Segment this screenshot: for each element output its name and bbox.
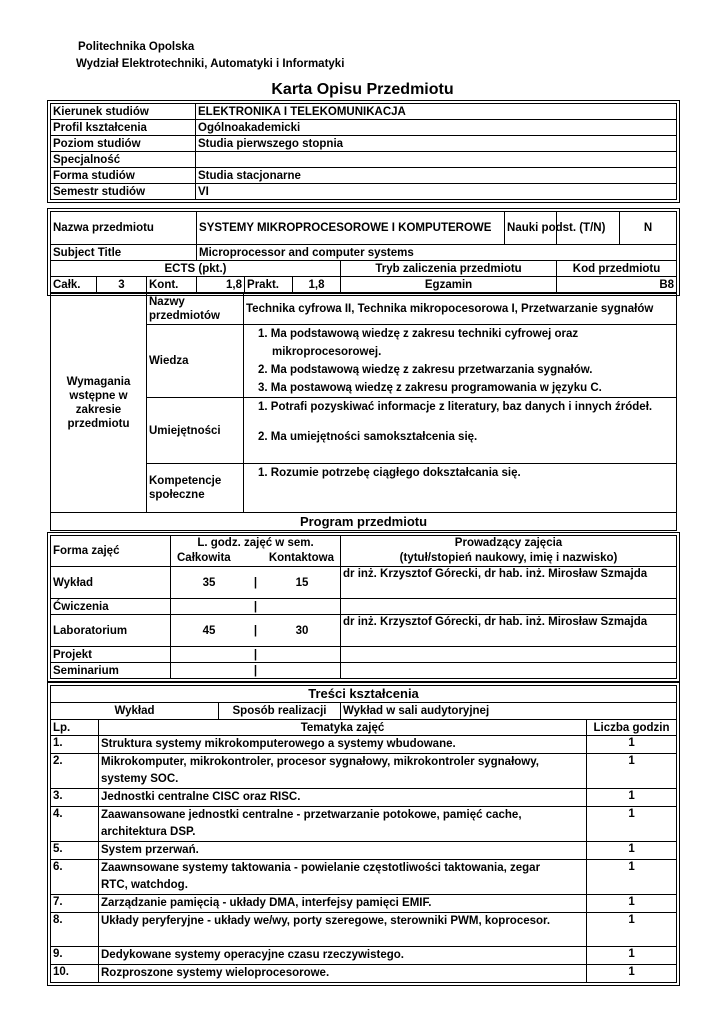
subject-title-label: Subject Title <box>51 245 197 261</box>
calk-value: 3 <box>97 277 147 293</box>
tresci-lp: 5. <box>51 842 99 860</box>
prereq-label: Wymagania wstępne w zakresie przedmiotu <box>51 294 147 513</box>
faculty-name: Wydział Elektrotechniki, Automatyki i Informatyki <box>76 58 345 70</box>
liczba-godzin-label: Liczba godzin <box>587 720 677 736</box>
table-row <box>51 947 677 965</box>
list-item: 2. Ma umiejętności samokształcenia się. <box>258 431 478 443</box>
table-row <box>51 647 677 663</box>
program-table <box>50 535 677 679</box>
program-calk: 35 <box>202 576 216 589</box>
wiedza-list <box>246 325 674 397</box>
program-godz <box>171 599 341 615</box>
study-row <box>51 184 677 200</box>
program-godz <box>171 663 341 679</box>
tresci-tematyka-line: Rozproszone systemy wieloprocesorowe. <box>101 967 330 979</box>
godz-label: L. godz. zajęć w sem. <box>197 537 314 549</box>
basic-science-label: Nauki podst. (T/N) <box>505 212 620 244</box>
table-row <box>51 736 677 754</box>
lp-label: Lp. <box>51 720 99 736</box>
basic-science-value: N <box>643 222 653 234</box>
kont-value: 1,8 <box>197 277 245 293</box>
study-row-value: VI <box>196 184 677 200</box>
study-info-table <box>50 103 677 200</box>
program-prowadzacy <box>341 647 677 663</box>
tresci-tematyka <box>99 789 587 807</box>
program-calk: 45 <box>202 624 216 637</box>
prakt-value: 1,8 <box>293 277 341 293</box>
page-title: Karta Opisu Przedmiotu <box>271 81 454 98</box>
kont-label: Kont. <box>147 277 197 293</box>
tresci-godziny: 1 <box>587 860 677 895</box>
study-row-value <box>196 152 677 168</box>
tresci-tematyka <box>99 965 587 983</box>
study-row-value: Studia pierwszego stopnia <box>196 136 677 152</box>
tresci-lp: 9. <box>51 947 99 965</box>
list-item: 1. Ma podstawową wiedzę z zakresu techniki cyfrowej oraz <box>258 328 579 340</box>
tresci-tematyka <box>99 754 587 789</box>
tresci-tematyka-line: RTC, watchdog. <box>101 879 188 891</box>
prow-sub-label: (tytuł/stopień naukowy, imię i nazwisko) <box>399 552 618 564</box>
tresci-tematyka <box>99 895 587 913</box>
list-item: 1. Rozumie potrzebę ciągłego dokształcania się. <box>258 467 521 479</box>
table-row <box>51 615 677 647</box>
tresci-tematyka-line: Dedykowane systemy operacyjne czasu rzeczywistego. <box>101 949 404 961</box>
tresci-godziny: 1 <box>587 789 677 807</box>
study-row-label: Profil kształcenia <box>51 120 196 136</box>
tresci-lp: 7. <box>51 895 99 913</box>
tresci-tematyka-line: Struktura systemy mikrokomputerowego a systemy wbudowane. <box>101 738 456 750</box>
tresci-table <box>50 685 677 983</box>
kod-value: B8 <box>557 277 677 293</box>
tresci-tematyka <box>99 807 587 842</box>
study-row <box>51 104 677 120</box>
godz-calk-label: Całkowita <box>177 552 231 564</box>
tresci-godziny: 1 <box>587 913 677 947</box>
program-godz <box>171 647 341 663</box>
study-row-label: Poziom studiów <box>51 136 196 152</box>
table-row <box>51 754 677 789</box>
kod-label: Kod przedmiotu <box>557 261 677 277</box>
tresci-tematyka-line: Zaawnsowane systemy taktowania - powielanie częstotliwości taktowania, zegar <box>101 862 541 874</box>
program-sep: | <box>253 600 258 613</box>
list-item: 1. Potrafi pozyskiwać informacje z literatury, baz danych i innych źródeł. <box>258 401 653 413</box>
tresci-lp: 8. <box>51 913 99 947</box>
godz-kont-label: Kontaktowa <box>268 552 334 564</box>
table-row <box>51 567 677 599</box>
program-godz <box>171 567 341 599</box>
tresci-lp: 2. <box>51 754 99 789</box>
study-row <box>51 152 677 168</box>
tresci-godziny: 1 <box>587 947 677 965</box>
tresci-tematyka <box>99 947 587 965</box>
tresci-godziny: 1 <box>587 842 677 860</box>
tresci-tematyka-line: Jednostki centralne CISC oraz RISC. <box>101 791 301 803</box>
list-item: mikroprocesorowej. <box>272 346 382 358</box>
study-row-label: Specjalność <box>51 152 196 168</box>
program-section-title: Program przedmiotu <box>51 513 677 531</box>
calk-label: Całk. <box>51 277 97 293</box>
table-row <box>51 842 677 860</box>
tresci-lp: 4. <box>51 807 99 842</box>
sposob-value: Wykład w sali audytoryjnej <box>341 703 677 720</box>
tresci-tematyka-line: architektura DSP. <box>101 826 196 838</box>
tresci-tematyka <box>99 913 587 947</box>
tresci-tematyka <box>99 860 587 895</box>
tryb-value: Egzamin <box>341 277 557 293</box>
study-row-label: Kierunek studiów <box>51 104 196 120</box>
program-prowadzacy: dr inż. Krzysztof Górecki, dr hab. inż. Mirosław Szmajda <box>341 615 677 647</box>
table-row <box>51 663 677 679</box>
umiejetnosci-label: Umiejętności <box>147 398 244 464</box>
program-sep: | <box>253 624 258 637</box>
course-name-value: SYSTEMY MIKROPROCESOROWE I KOMPUTEROWE <box>197 212 505 245</box>
wiedza-label: Wiedza <box>147 325 244 398</box>
program-kont: 15 <box>295 576 309 589</box>
study-row <box>51 136 677 152</box>
tresci-tematyka-line: System przerwań. <box>101 844 199 856</box>
kompetencje-list <box>246 464 674 482</box>
tresci-tematyka-line: Układy peryferyjne - układy we/wy, porty szeregowe, sterowniki PWM, koprocesor. <box>101 915 551 927</box>
study-row-value: Studia stacjonarne <box>196 168 677 184</box>
table-row <box>51 895 677 913</box>
umiejetnosci-list <box>246 398 674 446</box>
tresci-section-title: Treści kształcenia <box>51 686 677 703</box>
table-row <box>51 599 677 615</box>
tresci-godziny: 1 <box>587 754 677 789</box>
program-godz <box>171 615 341 647</box>
university-name: Politechnika Opolska <box>78 41 195 53</box>
study-row-value: ELEKTRONIKA I TELEKOMUNIKACJA <box>196 104 677 120</box>
tryb-label: Tryb zaliczenia przedmiotu <box>341 261 557 277</box>
list-item: 3. Ma postawową wiedzę z zakresu programowania w języku C. <box>258 382 602 394</box>
forma-label: Forma zajęć <box>51 536 171 567</box>
course-name-label: Nazwa przedmiotu <box>51 212 197 245</box>
tresci-tematyka-line: Zaawansowane jednostki centralne - przetwarzanie potokowe, pamięć cache, <box>101 809 522 821</box>
tresci-godziny: 1 <box>587 895 677 913</box>
tresci-lp: 10. <box>51 965 99 983</box>
tresci-lp: 3. <box>51 789 99 807</box>
ects-label: ECTS (pkt.) <box>51 261 341 277</box>
tresci-godziny: 1 <box>587 736 677 754</box>
tresci-godziny: 1 <box>587 807 677 842</box>
list-item: 2. Ma podstawową wiedzę z zakresu przetwarzania sygnałów. <box>258 364 593 376</box>
subject-title-value: Microprocessor and computer systems <box>197 245 677 261</box>
program-forma: Projekt <box>51 647 171 663</box>
study-row <box>51 168 677 184</box>
table-row <box>51 789 677 807</box>
tresci-tematyka <box>99 736 587 754</box>
tresci-godziny: 1 <box>587 965 677 983</box>
wyklad-label: Wykład <box>51 703 219 720</box>
prereq-names-label: Nazwy przedmiotów <box>147 294 244 325</box>
table-row <box>51 965 677 983</box>
course-table <box>50 211 677 293</box>
program-forma: Ćwiczenia <box>51 599 171 615</box>
tresci-tematyka-line: Zarządzanie pamięcią - układy DMA, interfejsy pamięci EMIF. <box>101 897 432 909</box>
program-forma: Seminarium <box>51 663 171 679</box>
program-sep: | <box>253 664 258 677</box>
tresci-tematyka-line: systemy SOC. <box>101 773 179 785</box>
prow-label: Prowadzący zajęcia <box>454 537 563 549</box>
program-sep: | <box>253 648 258 661</box>
tematyka-label: Tematyka zajęć <box>99 720 587 736</box>
study-row-label: Forma studiów <box>51 168 196 184</box>
prakt-label: Prakt. <box>245 277 293 293</box>
study-row-value: Ogólnoakademicki <box>196 120 677 136</box>
table-row <box>51 913 677 947</box>
program-forma: Wykład <box>51 567 171 599</box>
program-kont: 30 <box>295 624 309 637</box>
program-sep: | <box>253 576 258 589</box>
study-row <box>51 120 677 136</box>
program-prowadzacy <box>341 663 677 679</box>
program-prowadzacy <box>341 599 677 615</box>
table-row <box>51 860 677 895</box>
tresci-lp: 6. <box>51 860 99 895</box>
program-forma: Laboratorium <box>51 615 171 647</box>
program-prowadzacy: dr inż. Krzysztof Górecki, dr hab. inż. Mirosław Szmajda <box>341 567 677 599</box>
tresci-lp: 1. <box>51 736 99 754</box>
tresci-tematyka <box>99 842 587 860</box>
sposob-label: Sposób realizacji <box>219 703 341 720</box>
table-row <box>51 807 677 842</box>
tresci-tematyka-line: Mikrokomputer, mikrokontroler, procesor sygnałowy, mikrokontroler sygnałowy, <box>101 756 539 768</box>
prereq-table <box>50 293 677 531</box>
kompetencje-label: Kompetencje społeczne <box>147 464 244 513</box>
study-row-label: Semestr studiów <box>51 184 196 200</box>
prereq-names-value: Technika cyfrowa II, Technika mikropocesorowa I, Przetwarzanie sygnałów <box>244 294 677 325</box>
